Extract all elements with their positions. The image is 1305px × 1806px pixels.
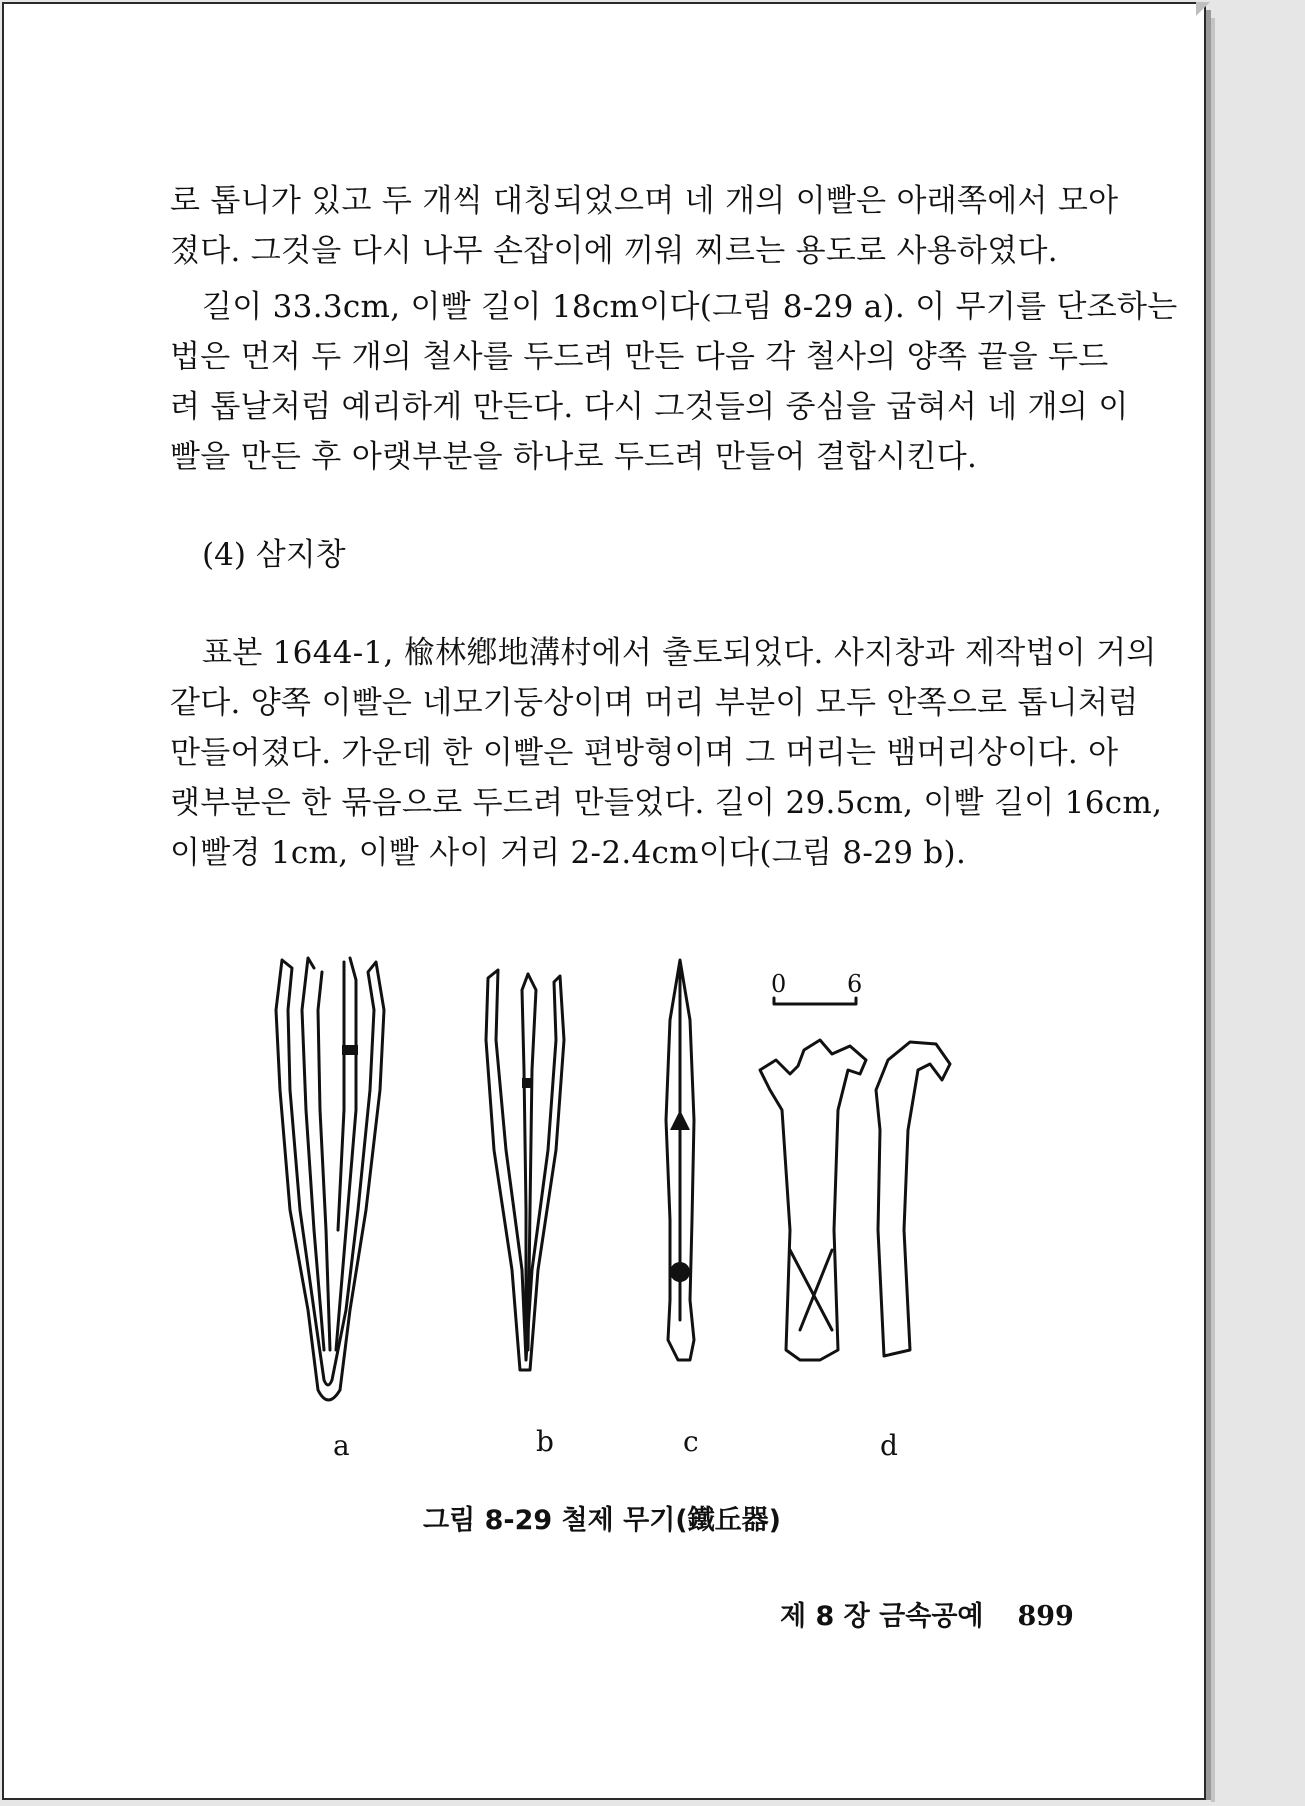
chapter-title: 제 8 장 금속공예	[780, 1601, 984, 1632]
figure-label-b: b	[536, 1425, 554, 1458]
page-footer	[780, 1594, 1074, 1633]
text-line: 빨을 만든 후 아랫부분을 하나로 두드려 만들어 결합시킨다.	[170, 439, 978, 475]
text-line: 표본 1644-1, 楡林鄕地溝村에서 출토되었다. 사지창과 제작법이 거의	[202, 635, 1157, 671]
drawing-c-spearhead	[666, 960, 694, 1360]
paragraph-fourprong-spear	[170, 282, 1178, 482]
text-line: 만들어졌다. 가운데 한 이빨은 편방형이며 그 머리는 뱀머리상이다. 아	[170, 735, 1119, 771]
scale-bar	[774, 998, 856, 1004]
scale-start-label: 0	[771, 970, 787, 998]
figure-label-d: d	[880, 1429, 898, 1462]
page-edge-shadow	[1211, 18, 1215, 1802]
figure-iron-weapons	[250, 940, 1010, 1420]
section-heading: (4) 삼지창	[202, 537, 346, 573]
figure-label-a: a	[333, 1429, 350, 1462]
text-line: 같다. 양쪽 이빨은 네모기둥상이며 머리 부분이 모두 안쪽으로 톱니처럼	[170, 685, 1139, 721]
text-line: 로 톱니가 있고 두 개씩 대칭되었으며 네 개의 이빨은 아래쪽에서 모아	[170, 183, 1119, 219]
text-line: 려 톱날처럼 예리하게 만든다. 다시 그것들의 중심을 굽혀서 네 개의 이	[170, 389, 1129, 425]
drawing-b-trident	[486, 970, 564, 1370]
paragraph-continued	[170, 176, 1119, 276]
text-line: 길이 33.3cm, 이빨 길이 18cm이다(그림 8-29 a). 이 무기를 단조하는	[202, 289, 1178, 325]
scale-end-label: 6	[847, 970, 863, 998]
figure-caption: 그림 8-29 철제 무기(鐵丘器)	[423, 1505, 781, 1536]
figure-label-c: c	[683, 1425, 699, 1458]
drawing-d-fragments	[760, 1040, 950, 1360]
page-number: 899	[1017, 1601, 1074, 1632]
drawing-a-fourprong-spear	[276, 958, 384, 1400]
text-line: 법은 먼저 두 개의 철사를 두드려 만든 다음 각 철사의 양쪽 끝을 두드	[170, 339, 1109, 375]
paragraph-trident	[170, 628, 1163, 878]
page-corner-fold	[1196, 2, 1210, 16]
text-line: 졌다. 그것을 다시 나무 손잡이에 끼워 찌르는 용도로 사용하였다.	[170, 233, 1058, 269]
text-line: 랫부분은 한 묶음으로 두드려 만들었다. 길이 29.5cm, 이빨 길이 16cm,	[170, 785, 1163, 821]
text-line: 이빨경 1cm, 이빨 사이 거리 2-2.4cm이다(그림 8-29 b).	[170, 835, 967, 871]
